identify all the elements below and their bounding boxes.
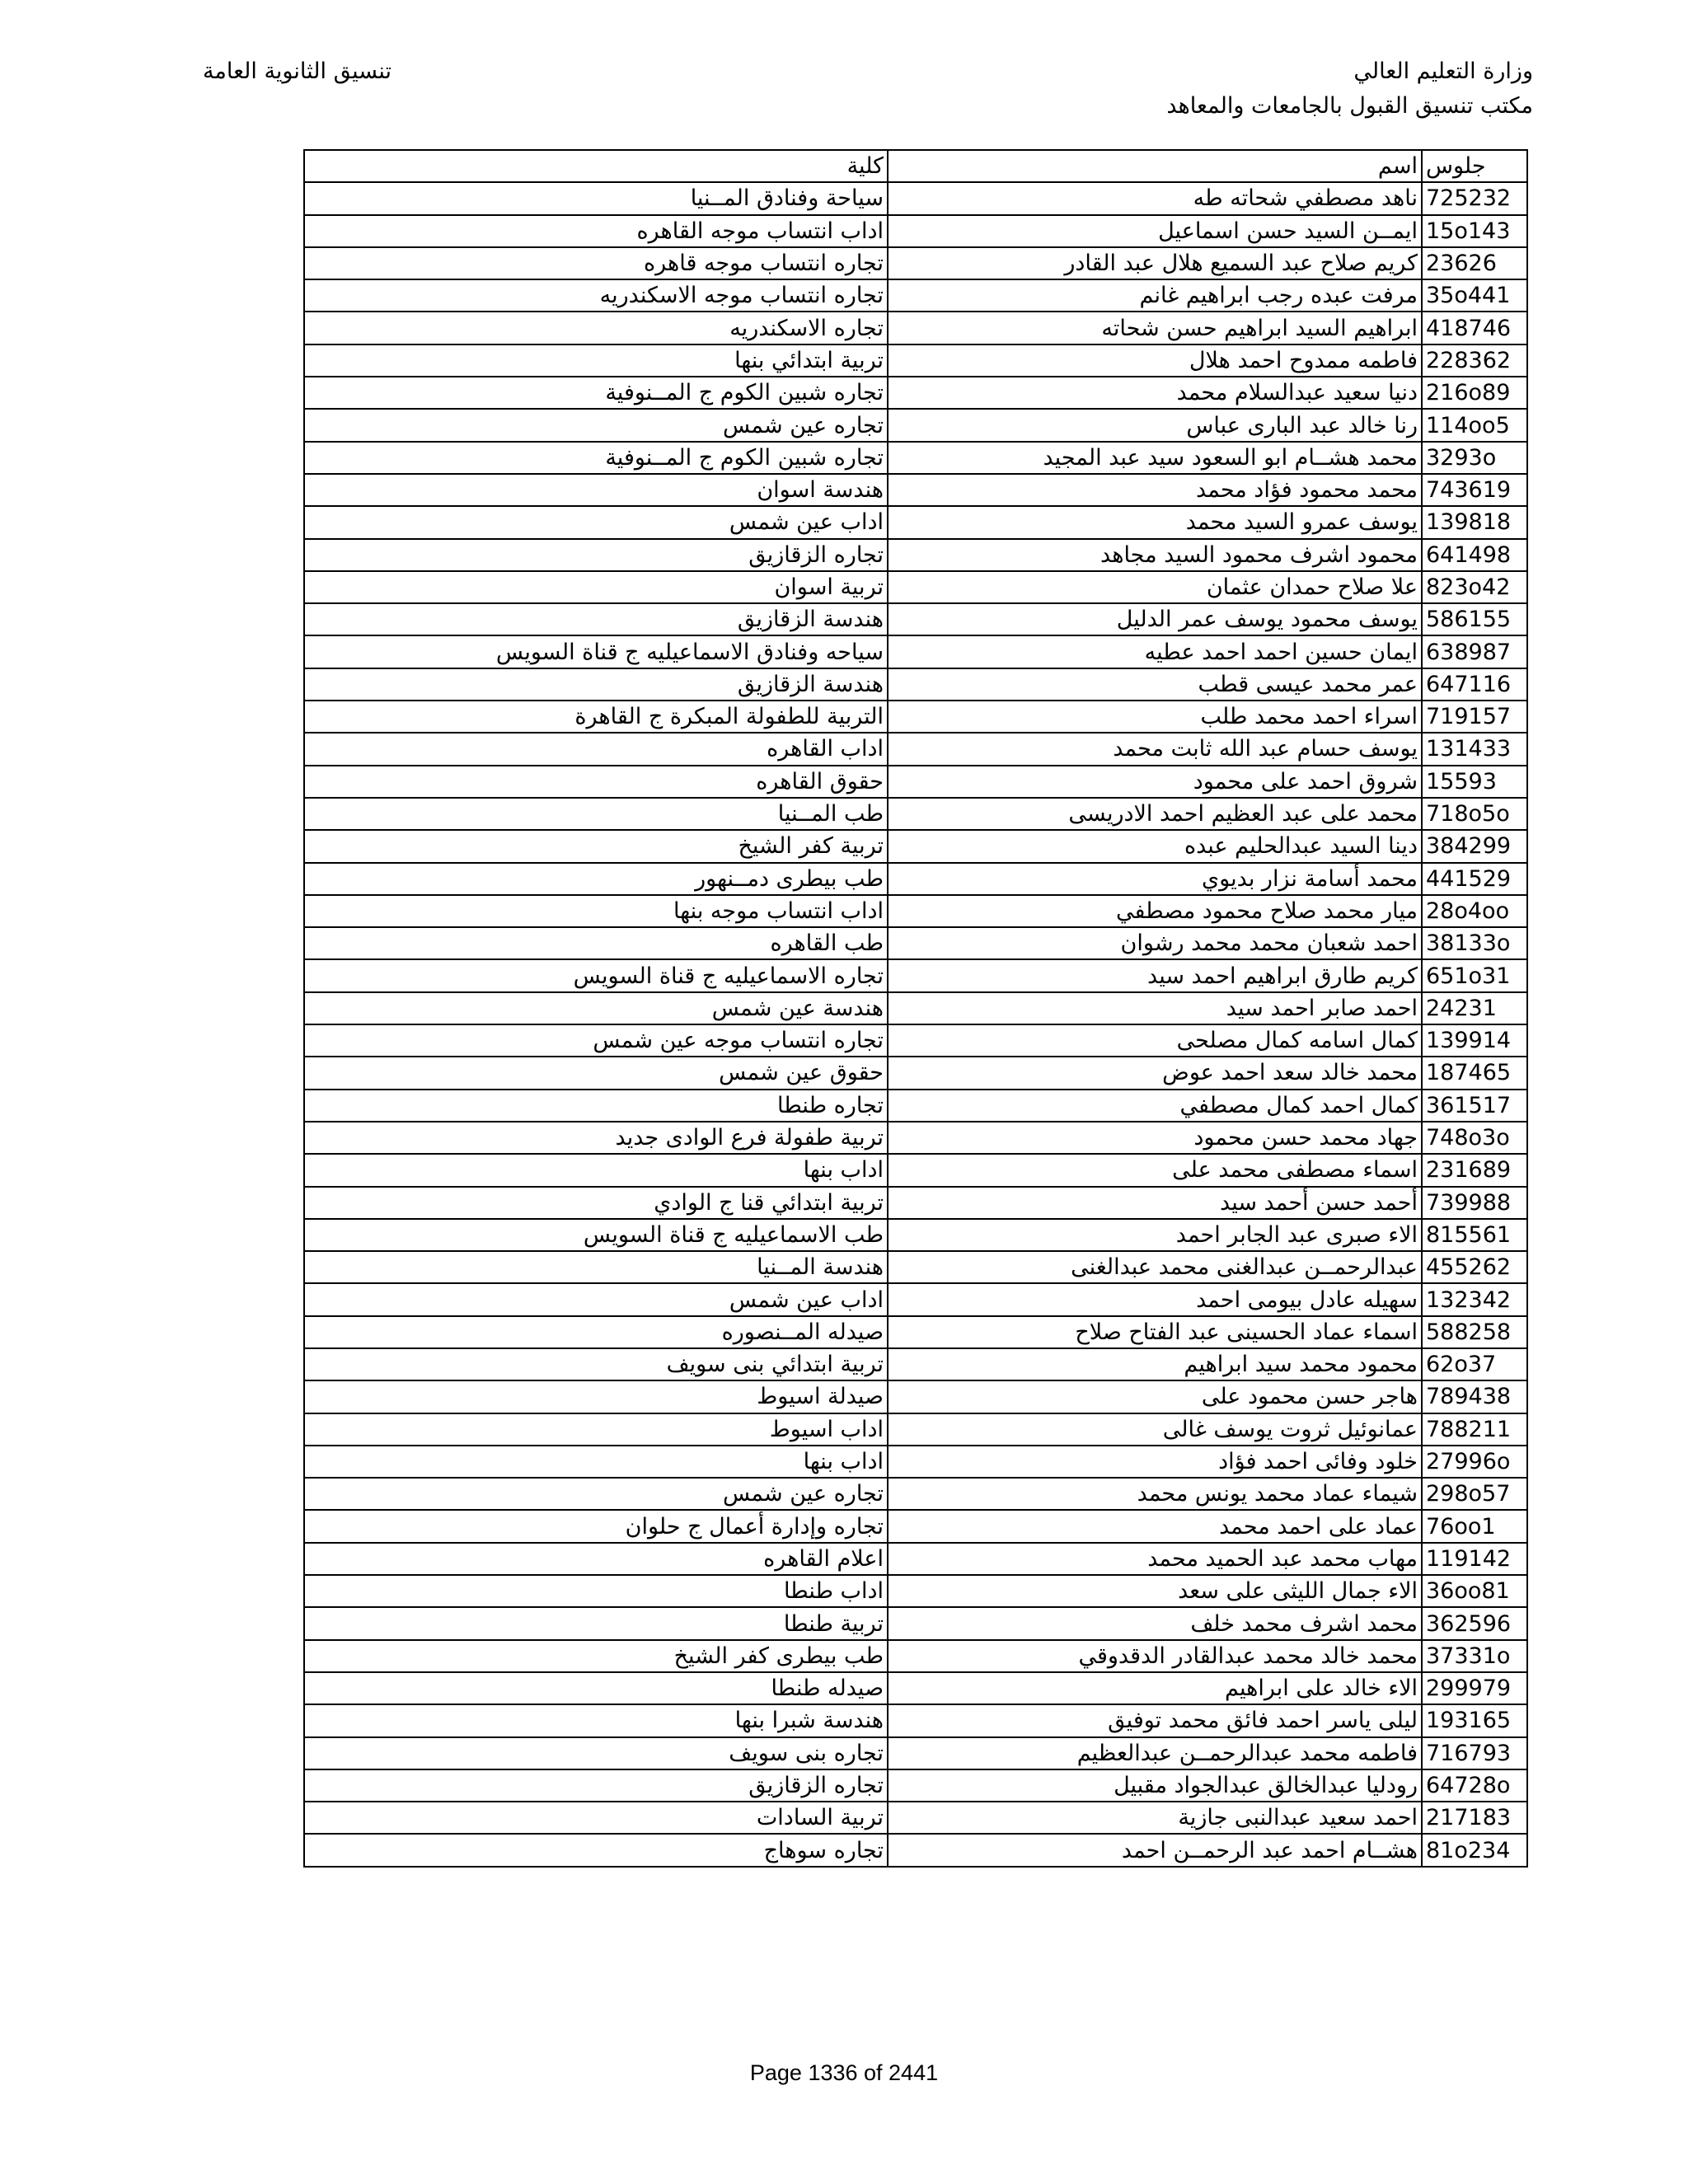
table-row bbox=[304, 1090, 1527, 1122]
faculty-cell: تربية اسوان bbox=[304, 571, 888, 603]
seat-number-cell: 586155 bbox=[1422, 603, 1527, 635]
faculty-cell: تربية كفر الشيخ bbox=[304, 830, 888, 862]
column-header-name: اسم bbox=[888, 150, 1422, 182]
name-cell: دينا السيد عبدالحليم عبده bbox=[888, 830, 1422, 862]
name-cell: يوسف عمرو السيد محمد bbox=[888, 506, 1422, 538]
seat-number-cell: 81o234 bbox=[1422, 1834, 1527, 1866]
name-cell: جهاد محمد حسن محمود bbox=[888, 1122, 1422, 1154]
seat-number-cell: 739988 bbox=[1422, 1187, 1527, 1219]
faculty-cell: صيدله المــنصوره bbox=[304, 1316, 888, 1348]
seat-number-cell: 187465 bbox=[1422, 1057, 1527, 1089]
name-cell: يوسف محمود يوسف عمر الدليل bbox=[888, 603, 1422, 635]
table-row bbox=[304, 798, 1527, 830]
faculty-cell: تربية ابتدائي بنها bbox=[304, 344, 888, 377]
name-cell: فاطمه محمد عبدالرحمــن عبدالعظيم bbox=[888, 1737, 1422, 1769]
admissions-table-body bbox=[304, 150, 1527, 1867]
seat-number-cell: 131433 bbox=[1422, 733, 1527, 765]
name-cell: عمانوئيل ثروت يوسف غالى bbox=[888, 1413, 1422, 1446]
table-row bbox=[304, 247, 1527, 279]
table-row bbox=[304, 830, 1527, 862]
office-subtitle: مكتب تنسيق القبول بالجامعات والمعاهد bbox=[1166, 93, 1533, 119]
table-row bbox=[304, 1251, 1527, 1283]
name-cell: مرفت عبده رجب ابراهيم غانم bbox=[888, 279, 1422, 312]
table-row bbox=[304, 1704, 1527, 1736]
faculty-cell: تربية ابتدائي بنى سويف bbox=[304, 1348, 888, 1380]
seat-number-cell: 36oo81 bbox=[1422, 1575, 1527, 1607]
ministry-title: وزارة التعليم العالي bbox=[1353, 59, 1533, 84]
seat-number-cell: 788211 bbox=[1422, 1413, 1527, 1446]
name-cell: ابراهيم السيد ابراهيم حسن شحاته bbox=[888, 312, 1422, 344]
table-header-row bbox=[304, 150, 1527, 182]
table-row bbox=[304, 506, 1527, 538]
name-cell: محمود اشرف محمود السيد مجاهد bbox=[888, 539, 1422, 571]
faculty-cell: طب المــنيا bbox=[304, 798, 888, 830]
faculty-cell: تجاره انتساب موجه عين شمس bbox=[304, 1024, 888, 1057]
seat-number-cell: 3293o bbox=[1422, 442, 1527, 474]
faculty-cell: حقوق عين شمس bbox=[304, 1057, 888, 1089]
page-number: Page 1336 of 2441 bbox=[749, 2060, 939, 2085]
faculty-cell: تجاره الاسكندريه bbox=[304, 312, 888, 344]
table-row bbox=[304, 571, 1527, 603]
name-cell: كمال اسامه كمال مصلحى bbox=[888, 1024, 1422, 1057]
seat-number-cell: 24231 bbox=[1422, 992, 1527, 1024]
table-row bbox=[304, 992, 1527, 1024]
faculty-cell: طب الاسماعيليه ج قناة السويس bbox=[304, 1219, 888, 1251]
table-row bbox=[304, 1024, 1527, 1057]
name-cell: خلود وفائى احمد فؤاد bbox=[888, 1446, 1422, 1478]
name-cell: احمد صابر احمد سيد bbox=[888, 992, 1422, 1024]
table-row bbox=[304, 1575, 1527, 1607]
faculty-cell: تجاره بنى سويف bbox=[304, 1737, 888, 1769]
name-cell: شروق احمد على محمود bbox=[888, 766, 1422, 798]
table-row bbox=[304, 1316, 1527, 1348]
table-row bbox=[304, 1413, 1527, 1446]
seat-number-cell: 418746 bbox=[1422, 312, 1527, 344]
faculty-cell: اداب طنطا bbox=[304, 1575, 888, 1607]
faculty-cell: اداب انتساب موجه القاهره bbox=[304, 215, 888, 247]
seat-number-cell: 718o5o bbox=[1422, 798, 1527, 830]
seat-number-cell: 789438 bbox=[1422, 1380, 1527, 1413]
table-row bbox=[304, 1607, 1527, 1639]
name-cell: ليلى ياسر احمد فائق محمد توفيق bbox=[888, 1704, 1422, 1736]
faculty-cell: اداب بنها bbox=[304, 1446, 888, 1478]
name-cell: هاجر حسن محمود على bbox=[888, 1380, 1422, 1413]
name-cell: محمد محمود فؤاد محمد bbox=[888, 474, 1422, 506]
name-cell: اسماء مصطفى محمد على bbox=[888, 1154, 1422, 1186]
table-row bbox=[304, 215, 1527, 247]
column-header-seat: جلوس bbox=[1422, 150, 1527, 182]
seat-number-cell: 299979 bbox=[1422, 1672, 1527, 1704]
name-cell: اسراء احمد محمد طلب bbox=[888, 701, 1422, 733]
table-row bbox=[304, 895, 1527, 927]
table-row bbox=[304, 1154, 1527, 1186]
faculty-cell: اداب انتساب موجه بنها bbox=[304, 895, 888, 927]
name-cell: ايمان حسين احمد احمد عطيه bbox=[888, 635, 1422, 668]
table-row bbox=[304, 1640, 1527, 1672]
table-row bbox=[304, 1446, 1527, 1478]
faculty-cell: تربية طفولة فرع الوادى جديد bbox=[304, 1122, 888, 1154]
table-row bbox=[304, 377, 1527, 409]
seat-number-cell: 62o37 bbox=[1422, 1348, 1527, 1380]
name-cell: الاء خالد على ابراهيم bbox=[888, 1672, 1422, 1704]
name-cell: اسماء عماد الحسينى عبد الفتاح صلاح bbox=[888, 1316, 1422, 1348]
faculty-cell: تجاره انتساب موجه قاهره bbox=[304, 247, 888, 279]
seat-number-cell: 38133o bbox=[1422, 927, 1527, 959]
seat-number-cell: 228362 bbox=[1422, 344, 1527, 377]
seat-number-cell: 119142 bbox=[1422, 1543, 1527, 1575]
name-cell: محمد هشــام ابو السعود سيد عبد المجيد bbox=[888, 442, 1422, 474]
seat-number-cell: 384299 bbox=[1422, 830, 1527, 862]
faculty-cell: طب بيطرى كفر الشيخ bbox=[304, 1640, 888, 1672]
name-cell: شيماء عماد محمد يونس محمد bbox=[888, 1478, 1422, 1510]
name-cell: كريم صلاح عبد السميع هلال عبد القادر bbox=[888, 247, 1422, 279]
table-row bbox=[304, 1348, 1527, 1380]
seat-number-cell: 37331o bbox=[1422, 1640, 1527, 1672]
name-cell: محمد اشرف محمد خلف bbox=[888, 1607, 1422, 1639]
name-cell: أحمد حسن أحمد سيد bbox=[888, 1187, 1422, 1219]
name-cell: رنا خالد عبد البارى عباس bbox=[888, 409, 1422, 441]
section-title: تنسيق الثانوية العامة bbox=[202, 59, 392, 84]
faculty-cell: تجاره شبين الكوم ج المــنوفية bbox=[304, 377, 888, 409]
seat-number-cell: 139818 bbox=[1422, 506, 1527, 538]
table-row bbox=[304, 1510, 1527, 1542]
name-cell: دنيا سعيد عبدالسلام محمد bbox=[888, 377, 1422, 409]
seat-number-cell: 15593 bbox=[1422, 766, 1527, 798]
seat-number-cell: 231689 bbox=[1422, 1154, 1527, 1186]
faculty-cell: هندسة المــنيا bbox=[304, 1251, 888, 1283]
faculty-cell: اداب القاهره bbox=[304, 733, 888, 765]
faculty-cell: هندسة الزقازيق bbox=[304, 603, 888, 635]
name-cell: مهاب محمد عبد الحميد محمد bbox=[888, 1543, 1422, 1575]
name-cell: عمر محمد عيسى قطب bbox=[888, 668, 1422, 701]
name-cell: هشــام احمد عبد الرحمــن احمد bbox=[888, 1834, 1422, 1866]
admissions-table bbox=[303, 149, 1528, 1868]
name-cell: ميار محمد صلاح محمود مصطفي bbox=[888, 895, 1422, 927]
seat-number-cell: 35o441 bbox=[1422, 279, 1527, 312]
name-cell: محمد خالد سعد احمد عوض bbox=[888, 1057, 1422, 1089]
faculty-cell: تجاره عين شمس bbox=[304, 1478, 888, 1510]
faculty-cell: اداب عين شمس bbox=[304, 506, 888, 538]
table-row bbox=[304, 668, 1527, 701]
column-header-faculty: كلية bbox=[304, 150, 888, 182]
table-row bbox=[304, 733, 1527, 765]
name-cell: كريم طارق ابراهيم احمد سيد bbox=[888, 959, 1422, 991]
table-row bbox=[304, 1543, 1527, 1575]
faculty-cell: سياحه وفنادق الاسماعيليه ج قناة السويس bbox=[304, 635, 888, 668]
table-row bbox=[304, 1672, 1527, 1704]
name-cell: ناهد مصطفي شحاته طه bbox=[888, 182, 1422, 214]
faculty-cell: اداب بنها bbox=[304, 1154, 888, 1186]
seat-number-cell: 719157 bbox=[1422, 701, 1527, 733]
faculty-cell: تجاره الاسماعيليه ج قناة السويس bbox=[304, 959, 888, 991]
seat-number-cell: 638987 bbox=[1422, 635, 1527, 668]
seat-number-cell: 716793 bbox=[1422, 1737, 1527, 1769]
table-row bbox=[304, 1380, 1527, 1413]
table-row bbox=[304, 1834, 1527, 1866]
faculty-cell: هندسة عين شمس bbox=[304, 992, 888, 1024]
table-row bbox=[304, 959, 1527, 991]
faculty-cell: اداب اسيوط bbox=[304, 1413, 888, 1446]
faculty-cell: هندسة الزقازيق bbox=[304, 668, 888, 701]
table-row bbox=[304, 279, 1527, 312]
name-cell: سهيله عادل بيومى احمد bbox=[888, 1283, 1422, 1315]
table-row bbox=[304, 927, 1527, 959]
table-row bbox=[304, 539, 1527, 571]
table-row bbox=[304, 442, 1527, 474]
seat-number-cell: 217183 bbox=[1422, 1802, 1527, 1834]
faculty-cell: تجاره الزقازيق bbox=[304, 1769, 888, 1802]
faculty-cell: حقوق القاهره bbox=[304, 766, 888, 798]
seat-number-cell: 27996o bbox=[1422, 1446, 1527, 1478]
name-cell: محمد أسامة نزار بديوي bbox=[888, 863, 1422, 895]
seat-number-cell: 641498 bbox=[1422, 539, 1527, 571]
seat-number-cell: 823o42 bbox=[1422, 571, 1527, 603]
name-cell: الاء جمال الليثى على سعد bbox=[888, 1575, 1422, 1607]
table-row bbox=[304, 603, 1527, 635]
seat-number-cell: 588258 bbox=[1422, 1316, 1527, 1348]
seat-number-cell: 114oo5 bbox=[1422, 409, 1527, 441]
seat-number-cell: 361517 bbox=[1422, 1090, 1527, 1122]
seat-number-cell: 193165 bbox=[1422, 1704, 1527, 1736]
name-cell: احمد شعبان محمد محمد رشوان bbox=[888, 927, 1422, 959]
table-row bbox=[304, 1219, 1527, 1251]
faculty-cell: تجاره وإدارة أعمال ج حلوان bbox=[304, 1510, 888, 1542]
name-cell: محمود محمد سيد ابراهيم bbox=[888, 1348, 1422, 1380]
faculty-cell: تجاره طنطا bbox=[304, 1090, 888, 1122]
table-row bbox=[304, 1737, 1527, 1769]
table-row bbox=[304, 766, 1527, 798]
seat-number-cell: 23626 bbox=[1422, 247, 1527, 279]
table-row bbox=[304, 635, 1527, 668]
table-row bbox=[304, 409, 1527, 441]
name-cell: احمد سعيد عبدالنبى جازية bbox=[888, 1802, 1422, 1834]
table-row bbox=[304, 1187, 1527, 1219]
table-row bbox=[304, 1057, 1527, 1089]
seat-number-cell: 76oo1 bbox=[1422, 1510, 1527, 1542]
name-cell: محمد خالد محمد عبدالقادر الدقدوقي bbox=[888, 1640, 1422, 1672]
table-row bbox=[304, 1283, 1527, 1315]
faculty-cell: صيدله طنطا bbox=[304, 1672, 888, 1704]
seat-number-cell: 132342 bbox=[1422, 1283, 1527, 1315]
faculty-cell: تربية طنطا bbox=[304, 1607, 888, 1639]
faculty-cell: تربية السادات bbox=[304, 1802, 888, 1834]
name-cell: يوسف حسام عبد الله ثابت محمد bbox=[888, 733, 1422, 765]
name-cell: رودليا عبدالخالق عبدالجواد مقبيل bbox=[888, 1769, 1422, 1802]
name-cell: محمد على عبد العظيم احمد الادريسى bbox=[888, 798, 1422, 830]
table-row bbox=[304, 312, 1527, 344]
name-cell: الاء صبرى عبد الجابر احمد bbox=[888, 1219, 1422, 1251]
seat-number-cell: 815561 bbox=[1422, 1219, 1527, 1251]
faculty-cell: سياحة وفنادق المــنيا bbox=[304, 182, 888, 214]
faculty-cell: اداب عين شمس bbox=[304, 1283, 888, 1315]
table-row bbox=[304, 182, 1527, 214]
table-row bbox=[304, 1478, 1527, 1510]
table-row bbox=[304, 1802, 1527, 1834]
table-row bbox=[304, 701, 1527, 733]
name-cell: ايمــن السيد حسن اسماعيل bbox=[888, 215, 1422, 247]
name-cell: علا صلاح حمدان عثمان bbox=[888, 571, 1422, 603]
faculty-cell: هندسة اسوان bbox=[304, 474, 888, 506]
table-row bbox=[304, 474, 1527, 506]
seat-number-cell: 441529 bbox=[1422, 863, 1527, 895]
seat-number-cell: 139914 bbox=[1422, 1024, 1527, 1057]
name-cell: كمال احمد كمال مصطفي bbox=[888, 1090, 1422, 1122]
seat-number-cell: 743619 bbox=[1422, 474, 1527, 506]
faculty-cell: صيدلة اسيوط bbox=[304, 1380, 888, 1413]
seat-number-cell: 298o57 bbox=[1422, 1478, 1527, 1510]
table-row bbox=[304, 344, 1527, 377]
name-cell: فاطمه ممدوح احمد هلال bbox=[888, 344, 1422, 377]
faculty-cell: طب القاهره bbox=[304, 927, 888, 959]
seat-number-cell: 725232 bbox=[1422, 182, 1527, 214]
seat-number-cell: 362596 bbox=[1422, 1607, 1527, 1639]
table-row bbox=[304, 1769, 1527, 1802]
name-cell: عماد على احمد محمد bbox=[888, 1510, 1422, 1542]
faculty-cell: تجاره عين شمس bbox=[304, 409, 888, 441]
faculty-cell: تجاره سوهاج bbox=[304, 1834, 888, 1866]
faculty-cell: طب بيطرى دمــنهور bbox=[304, 863, 888, 895]
seat-number-cell: 748o3o bbox=[1422, 1122, 1527, 1154]
name-cell: عبدالرحمــن عبدالغنى محمد عبدالغنى bbox=[888, 1251, 1422, 1283]
seat-number-cell: 64728o bbox=[1422, 1769, 1527, 1802]
seat-number-cell: 15o143 bbox=[1422, 215, 1527, 247]
faculty-cell: تجاره شبين الكوم ج المــنوفية bbox=[304, 442, 888, 474]
seat-number-cell: 216o89 bbox=[1422, 377, 1527, 409]
faculty-cell: تجاره انتساب موجه الاسكندريه bbox=[304, 279, 888, 312]
faculty-cell: تربية ابتدائي قنا ج الوادي bbox=[304, 1187, 888, 1219]
seat-number-cell: 651o31 bbox=[1422, 959, 1527, 991]
table-row bbox=[304, 863, 1527, 895]
seat-number-cell: 647116 bbox=[1422, 668, 1527, 701]
table-row bbox=[304, 1122, 1527, 1154]
seat-number-cell: 28o4oo bbox=[1422, 895, 1527, 927]
faculty-cell: اعلام القاهره bbox=[304, 1543, 888, 1575]
faculty-cell: التربية للطفولة المبكرة ج القاهرة bbox=[304, 701, 888, 733]
faculty-cell: هندسة شبرا بنها bbox=[304, 1704, 888, 1736]
seat-number-cell: 455262 bbox=[1422, 1251, 1527, 1283]
faculty-cell: تجاره الزقازيق bbox=[304, 539, 888, 571]
